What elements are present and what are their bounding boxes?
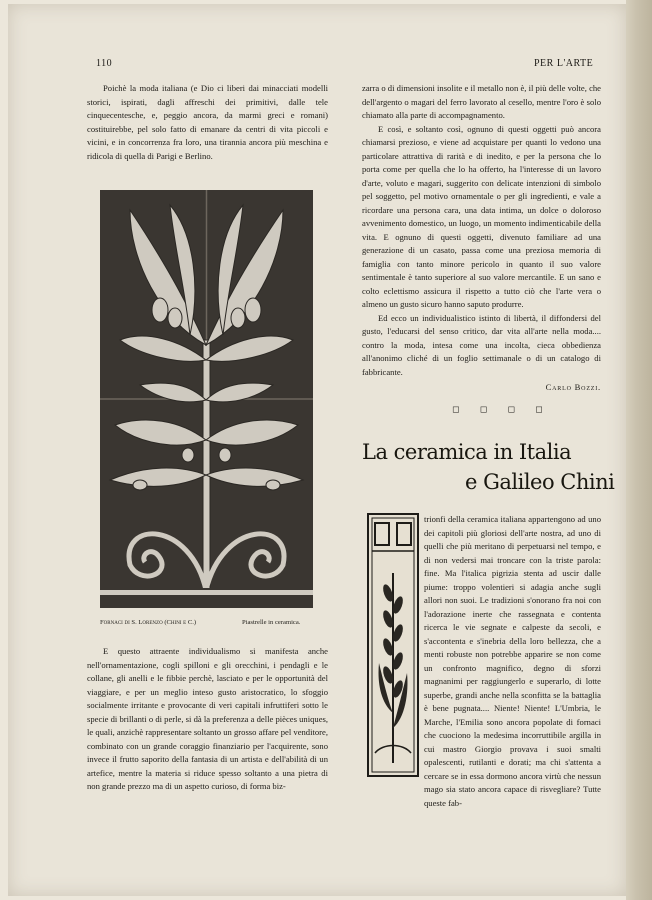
figure-caption-title: Piastrelle in ceramica. [242,619,301,626]
paragraph: E così, e soltanto così, ognuno di questi oggetti può ancora chiamarsi prezioso, e viene ad acquistare per quanti lo vedono una particolare attrattiva di rarità e di inedito, e per la persona che lo porta come per quella che lo ha offerto, ha l'interesse di un lavoro d'arte, voluto e magari, suggerito con delicate intenzioni di simbolo pel soggetto, pel motivo ornamentale o per gli ingredienti, e vale a ricordare una persona cara, una data intima, un dolce o doloroso avvenimento domestico, un luogo, un momento indimenticabile della vita. E ognuno di questi oggetti, divenuto familiare ad una generazione di un casato, passa come una preziosa memoria di famiglia con tanto minore pericolo in quanto il suo valore sentimentale è tanto superiore al suo valore mercantile. E un sano e colto eclettismo assicura il rispetto a tutto ciò che l'arte vera o almeno un gusto sicuro hanno saputo produrre. [362,123,601,309]
section-separator: ◻ ◻ ◻ ◻ [452,404,552,414]
author-signature: Carlo Bozzi. [545,382,601,392]
left-bottom-column [87,645,328,794]
page-edge [626,0,652,900]
running-header: PER L'ARTE [534,58,594,69]
article-title-line2: e Galileo Chini [465,470,615,494]
article-title-line1: La ceramica in Italia [362,440,572,464]
right-top-column [362,82,601,395]
paragraph: zarra o di dimensioni insolite e il metallo non è, il più delle volte, che dell'argento o magari del ferro lavorato al cesello, mentre l'oro è solo chiamato alla parte di accompagnamento. [362,83,601,120]
paragraph: Ed ecco un individualistico istinto di libertà, il diffondersi del gusto, l'educarsi del senso critico, dar vita all'arte nella moda.... contro la moda, intesa come una incolta, cieca obbedienza all'anonimo cliché di un foglio settimanale o di un catalogo di fabbricante. [362,312,601,377]
ceramic-tiles-figure [100,190,313,608]
left-top-column [87,82,328,163]
wheat-tile-illustration [367,513,419,777]
page-number: 110 [96,58,113,69]
paragraph: Poichè la moda italiana (e Dio ci liberi dai minacciati modelli storici, ispirati, dagli affreschi dei primitivi, dalle tele cinquecentesche, e, peggio ancora, da marmi greci e romani) costituirebbe, pel solo fatto di emanare da centri di vita piccoli e vicini, e in concorrenza fra loro, una tirannia ancora più meschina e ridicola di quella di Parigi e Berlino. [87,83,328,161]
paragraph: E questo attraente individualismo si manifesta anche nell'ornamentazione, cogli spilloni e gli orecchini, i pendagli e le collane, gli anelli e le fibbie perchè, lasciato e per le opportunità del viaggiare, e per un meglio inteso gusto aristocratico, lo sfoggio socialmente irritante e provocante di veri capitali infruttiferi sotto le specie di brillanti o di perle, si dà la preferenza a delle pièces uniques, le quali, anzichè rappresentare soltanto un grosso affare pel venditore, combinato con un grande coraggio finanziario per l'acquirente, sono invece il frutto saporito della fantasia di un artista e dell'abilità di un artefice, mentre la materia si riduce spesso soltanto a una pietra di non grande prezzo ma di un aspetto curioso, di forma biz- [87,646,328,791]
right-bottom-column [424,513,601,810]
paragraph: trionfi della ceramica italiana appartengono ad uno dei capitoli più gloriosi dell'arte nostra, ad uno di quelli che più meritano di perpetuarsi nel tempo, e di non vedersi mai troncare con la triste parola: fine. Ma l'italica pigrizia stenta ad uscir dalle piume: troppo volentieri si adagia anche sugli allori non suoi. Le tradizioni s'onorano fra noi con l'adorazione inerte che rassegnata e contenta ricerca le vie segnate e calpeste da secoli, e s'accontenta e s'inebria della loro bellezza, che a menti robuste non potrebbe apparire se non come un confronto magnifico, degno di sforzi magnanimi per raggiungerlo e superarlo, di lotte superbe, grandi anche nella sconfitta se la battaglia è bene pugnata.... Niente! Niente! L'Umbria, le Marche, l'Emilia sono ancora popolate di fornaci che cuociono la medesima incorruttibile argilla in cui mastro Giorgio provava i suoi smalti opalescenti, rutilanti e dorati; ma chi s'attenta a cercare se in essa dormono ancora virtù che nessun mago sia stato ancora capace di risvegliare? Tutte queste fab- [424,514,601,808]
figure-caption-maker: Fornaci di S. Lorenzo (Chini e C.) [100,619,197,626]
